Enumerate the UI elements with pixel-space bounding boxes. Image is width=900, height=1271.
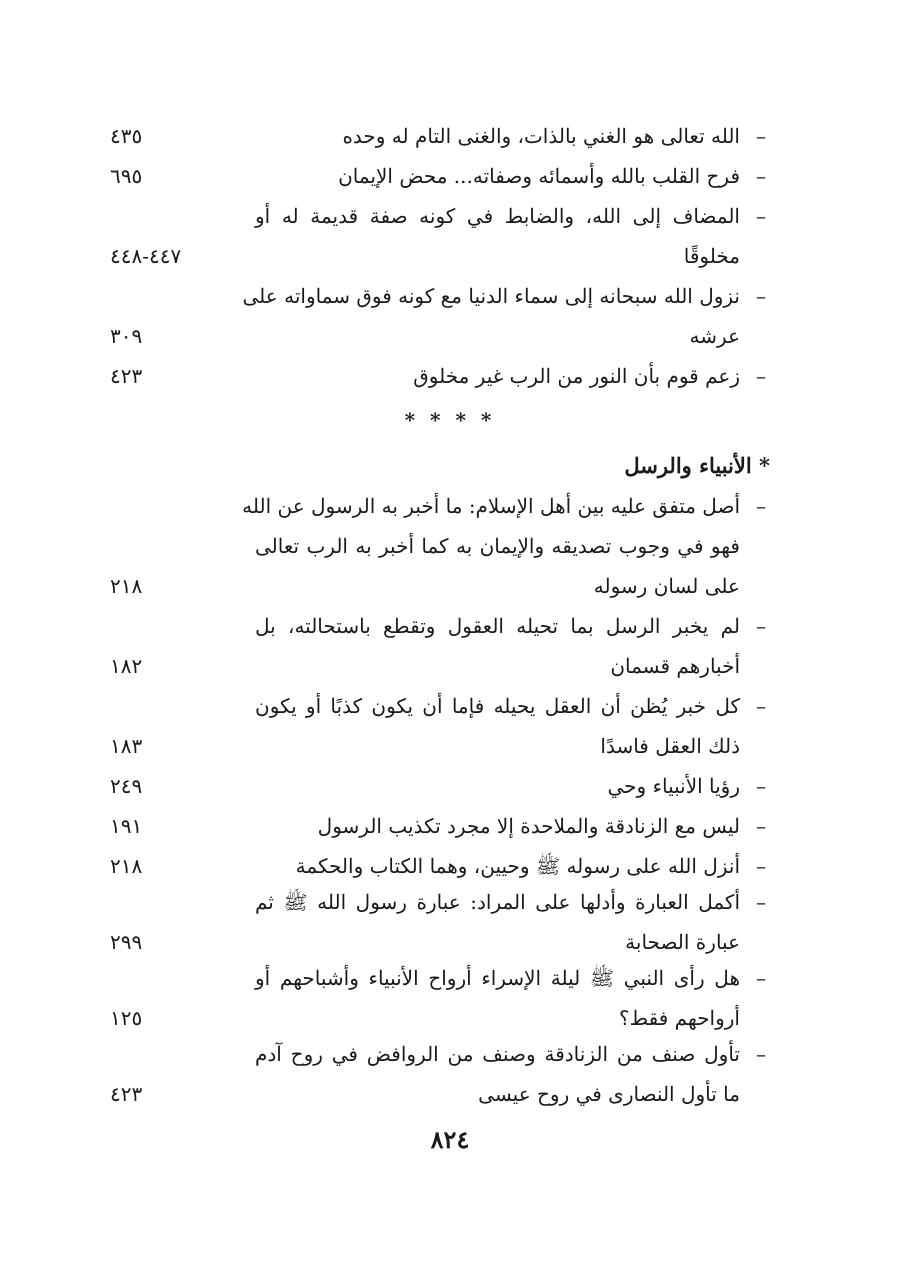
entry-dash: – (756, 694, 766, 718)
entry-text-line: مخلوقًا (683, 244, 740, 268)
entry-text-line: ليس مع الزنادقة والملاحدة إلا مجرد تكذيب الرسول (317, 814, 740, 838)
entry-page-number: ٣٠٩ (110, 324, 143, 348)
entry-text-line: زعم قوم بأن النور من الرب غير مخلوق (413, 364, 740, 388)
entry-page-number: ٢١٨ (110, 574, 143, 598)
entry-dash: – (756, 890, 766, 914)
entry-text-line: هل رأى النبي ﷺ ليلة الإسراء أرواح الأنبياء وأشباحهم أو (255, 966, 740, 990)
index-entry (110, 958, 770, 1038)
section-separator: * * * * (404, 408, 496, 432)
entry-text-line: المضاف إلى الله، والضابط في كونه صفة قديمة له أو (255, 204, 740, 228)
entry-text-line: لم يخبر الرسل بما تحيله العقول وتقطع باستحالته، بل (255, 614, 740, 638)
index-entry (110, 276, 770, 356)
entry-text-line: أصل متفق عليه بين أهل الإسلام: ما أخبر به الرسول عن الله (242, 494, 740, 518)
entry-text-line: كل خبر يُظن أن العقل يحيله فإما أن يكون كذبًا أو يكون (255, 694, 740, 718)
entry-text-line: عرشه (689, 324, 740, 348)
index-entry (110, 116, 770, 156)
index-entry (110, 356, 770, 396)
entry-dash: – (756, 966, 766, 990)
index-entry (110, 686, 770, 766)
entry-text-line: أرواحهم فقط؟ (619, 1006, 740, 1030)
entry-dash: – (756, 854, 766, 878)
entry-page-number: ٢١٨ (110, 854, 143, 878)
entry-dash: – (756, 494, 766, 518)
entry-page-number: ٤٣٥ (110, 124, 143, 148)
entry-page-number: ٤٢٣ (110, 364, 143, 388)
entry-dash: – (756, 124, 766, 148)
entry-dash: – (756, 1042, 766, 1066)
index-entry (110, 1034, 770, 1114)
entry-page-number: ١٩١ (110, 814, 143, 838)
entry-text-line: ما تأول النصارى في روح عيسى (478, 1082, 740, 1106)
entry-dash: – (756, 614, 766, 638)
page-number-footer: ٨٢٤ (430, 1125, 470, 1154)
entry-dash: – (756, 364, 766, 388)
entry-text-line: تأول صنف من الزنادقة وصنف من الروافض في روح آدم (255, 1042, 740, 1066)
entry-text-line: فرح القلب بالله وأسمائه وصفاته... محض الإيمان (338, 164, 740, 188)
entry-page-number: ٤٢٣ (110, 1082, 143, 1106)
entry-dash: – (756, 204, 766, 228)
entry-page-number: ٤٤٧-٤٤٨ (110, 244, 182, 268)
entry-text-line: رؤيا الأنبياء وحي (607, 774, 740, 798)
index-entry (110, 156, 770, 196)
entry-text-line: عبارة الصحابة (625, 930, 740, 954)
entry-text-line: أكمل العبارة وأدلها على المراد: عبارة رسول الله ﷺ ثم (255, 890, 740, 914)
entry-page-number: ١٨٣ (110, 734, 143, 758)
entry-text-line: فهو في وجوب تصديقه والإيمان به كما أخبر به الرب تعالى (255, 534, 740, 558)
index-entry (110, 882, 770, 962)
entry-text-line: ذلك العقل فاسدًا (600, 734, 740, 758)
entry-dash: – (756, 164, 766, 188)
index-entry (110, 766, 770, 806)
entry-text-line: أنزل الله على رسوله ﷺ وحيين، وهما الكتاب والحكمة (295, 854, 740, 878)
entry-text-line: الله تعالى هو الغني بالذات، والغنى التام له وحده (342, 124, 740, 148)
entry-text-line: على لسان رسوله (593, 574, 740, 598)
index-entry (110, 846, 770, 886)
entry-dash: – (756, 774, 766, 798)
index-entry (110, 806, 770, 846)
entry-text-line: نزول الله سبحانه إلى سماء الدنيا مع كونه فوق سماواته على (242, 284, 740, 308)
index-entry (110, 606, 770, 686)
entry-page-number: ١٨٢ (110, 654, 143, 678)
index-entry (110, 196, 770, 276)
section-heading: * الأنبياء والرسل (624, 453, 770, 478)
entry-text-line: أخبارهم قسمان (610, 654, 740, 678)
entry-page-number: ١٢٥ (110, 1006, 143, 1030)
entry-dash: – (756, 814, 766, 838)
entry-dash: – (756, 284, 766, 308)
entry-page-number: ٢٩٩ (110, 930, 143, 954)
entry-page-number: ٢٤٩ (110, 774, 143, 798)
entry-page-number: ٦٩٥ (110, 164, 143, 188)
index-entry (110, 486, 770, 606)
